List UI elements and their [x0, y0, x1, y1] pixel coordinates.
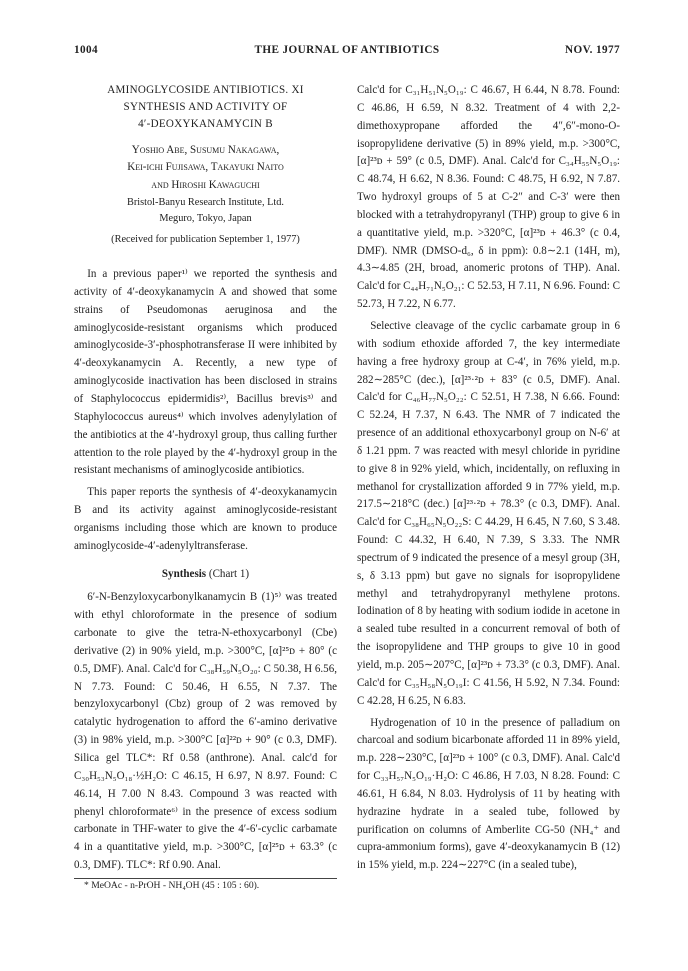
body-paragraph: Selective cleavage of the cyclic carbamate group in 6 with sodium ethoxide afforded 7, the key intermediate having a free hydroxy group at C-4′, in 76% yield, m.p. 282∼285°C (dec.), [α]²³·²ᴅ + 83° (c 0.5, DMF). Anal. Calc'd for C₄₆H₇₇N₅O₂₂: C 52.51, H 7.38, N 6.66. Found: C 52.24, H 7.37, N 6.43. The NMR of 7 indicated the presence of an additional ethoxycarbonyl group on N-6′ at δ 1.21 ppm. 7 was reacted with mesyl chloride in pyridine to give 8 in 92% yield, which, incidentally, on refluxing in methanol for crystallization afforded 9 in 77% yield, m.p. 217.5∼218°C (dec.) [α]²³·²ᴅ + 78.3° (c 0.3, DMF). Anal. Calc'd for C₃₈H₆₅N₅O₂₂S: C 44.29, H 6.45, N 7.60, S 3.48. Found: C 44.32, H 6.40, N 7.39, S 3.33. The NMR spectrum of 9 indicated the presence of a mesyl group (3H, s, δ 3.13 ppm) but gave no signals for isopropylidene methyl and tetrahydropyranyl methylene protons. Iodination of 8 by heating with sodium iodide in acetone in a sealed tube resulted in a concurrent removal of both of the isopropylidene and THP groups to give 10 in good yield, m.p. 205∼207°C, [α]²³ᴅ + 73.3° (c 0.3, DMF). Anal. Calc'd for C₃₅H₅₈N₅O₁₉I: C 41.56, H 5.92, N 7.34. Found: C 42.28, H 6.25, N 6.83.: [357, 319, 620, 707]
received-date: (Received for publication September 1, 1977): [111, 234, 300, 246]
page-number: 1004: [74, 44, 98, 56]
author-line: Kei-ichi Fujisawa, Takayuki Naito: [127, 161, 284, 174]
affiliation: [74, 195, 337, 228]
section-heading-title: Synthesis: [161, 567, 207, 580]
footnote: * MeOAc - n-PrOH - NH₄OH (45 : 105 : 60).: [84, 879, 260, 891]
section-heading: [74, 566, 337, 584]
article-title: [74, 82, 337, 133]
affiliation-line: Bristol-Banyu Research Institute, Ltd.: [127, 196, 284, 208]
issue-date: NOV. 1977: [565, 44, 620, 56]
title-line: 4′-DEOXYKANAMYCIN B: [138, 118, 273, 130]
right-column: [357, 82, 620, 875]
author-line: Yoshio Abe, Susumu Nakagawa,: [131, 144, 280, 156]
running-header: [74, 44, 620, 60]
body-paragraph: 6′-N-Benzyloxycarbonylkanamycin B (1)⁵⁾ was treated with ethyl chloroformate in the presence of sodium carbonate to give the tetra-N-ethoxycarbonyl (Cbe) derivative (2) in 90% yield, m.p. >300°C, [α]²⁵ᴅ + 80° (c 0.5, DMF). Anal. Calc'd for C₃₈H₅₉N₅O₂₀: C 50.38, H 6.56, N 7.73. Found: C 50.46, H 6.55, N 7.37. The benzyloxycarbonyl (Cbz) group of 2 was removed by catalytic hydrogenation to afford the 6′-amino derivative (3) in 98% yield, m.p. >300°C [α]²²ᴅ + 90° (c 0.3, DMF). Silica gel TLC*: Rf 0.58 (anthrone). Anal. calc'd for C₃₀H₅₃N₅O₁₈·½H₂O: C 46.15, H 6.97, N 8.97. Found: C 46.14, H 7.00 N 8.43. Compound 3 was reacted with phenyl chloroformate⁶⁾ in the presence of excess sodium carbonate in THF-water to give the 4′-6′-cyclic carbamate 4 in a quantitative yield, m.p. >300°C, [α]²⁵ᴅ + 63.3° (c 0.3, DMF). TLC*: Rf 0.90. Anal.: [74, 591, 337, 872]
affiliation-line: Meguro, Tokyo, Japan: [159, 213, 252, 225]
body-paragraph: This paper reports the synthesis of 4′-deoxykanamycin B and its activity against aminoglycoside-resistant organisms including those which are known to produce aminoglycoside-4′-adenylyltransferase.: [74, 486, 337, 552]
section-heading-suffix: (Chart 1): [206, 567, 250, 580]
body-paragraph: In a previous paper¹⁾ we reported the synthesis and activity of 4′-deoxykanamycin A and showed that some strains of Pseudomonas aeruginosa and the aminoglycoside-resistant organisms which produced aminoglycoside-3′-phosphotransferase II were inhibited by 4′-deoxykanamycin A. Recently, a new type of aminoglycoside inactivation has been disclosed in strains of Staphylococcus epidermidis²⁾, Bacillus brevis³⁾ and Staphylococcus aureus⁴⁾ which involves adenylylation of the antibiotics at the 4′-hydroxyl group, thus calling further attention to the role played by the 4′-hydroxyl group in the resistant mechanisms of aminoglycoside antibiotics.: [74, 268, 337, 477]
journal-title: THE JOURNAL OF ANTIBIOTICS: [254, 44, 440, 56]
authors: [74, 142, 337, 194]
body-paragraph: Calc'd for C₃₁H₅₁N₅O₁₉: C 46.67, H 6.44, N 8.78. Found: C 46.86, H 6.59, N 8.32. Treatment of 4 with 2,2-dimethoxypropane afforded the 4″,6″-mono-O-isopropylidene derivative (5) in 89% yield, m.p. >300°C, [α]²³ᴅ + 59° (c 0.5, DMF). Anal. Calc'd for C₃₄H₅₅N₅O₁₉: C 48.74, H 6.62, N 8.36. Found: C 48.75, H 6.92, N 7.87. Two hydroxyl groups of 5 at C-2″ and C-3′ were then blocked with a tetrahydropyranyl (THP) group to give 6 in a quantitative yield, m.p. >320°C, [α]²³ᴅ + 46.3° (c 0.4, DMF). NMR (DMSO-d₆, δ in ppm): 0.8∼2.1 (14H, m), 4.3∼4.85 (2H, broad, anomeric protons of THP). Anal. Calc'd for C₄₄H₇₁N₅O₂₁: C 52.53, H 7.11, N 6.96. Found: C 52.73, H 7.22, N 6.77.: [357, 84, 620, 311]
left-column: [74, 82, 337, 893]
title-line: SYNTHESIS AND ACTIVITY OF: [123, 101, 288, 113]
author-line: and Hiroshi Kawaguchi: [151, 178, 260, 191]
body-paragraph: Hydrogenation of 10 in the presence of palladium on charcoal and sodium bicarbonate afforded 11 in 89% yield, m.p. 228∼230°C, [α]²³ᴅ + 100° (c 0.3, DMF). Anal. Calc'd for C₃₃H₅₇N₅O₁₉·H₂O: C 46.86, H 7.03, N 8.28. Found: C 46.61, H 6.84, N 8.03. Hydrolysis of 11 by heating with hydrazine hydrate in a sealed tube, followed by purification on columns of Amberlite CG-50 (NH₄⁺ and cupra-ammonium forms), gave 4′-deoxykanamycin B (12) in 15% yield, m.p. 224∼227°C (in a sealed tube),: [357, 716, 620, 872]
title-line: AMINOGLYCOSIDE ANTIBIOTICS. XI: [107, 84, 304, 96]
